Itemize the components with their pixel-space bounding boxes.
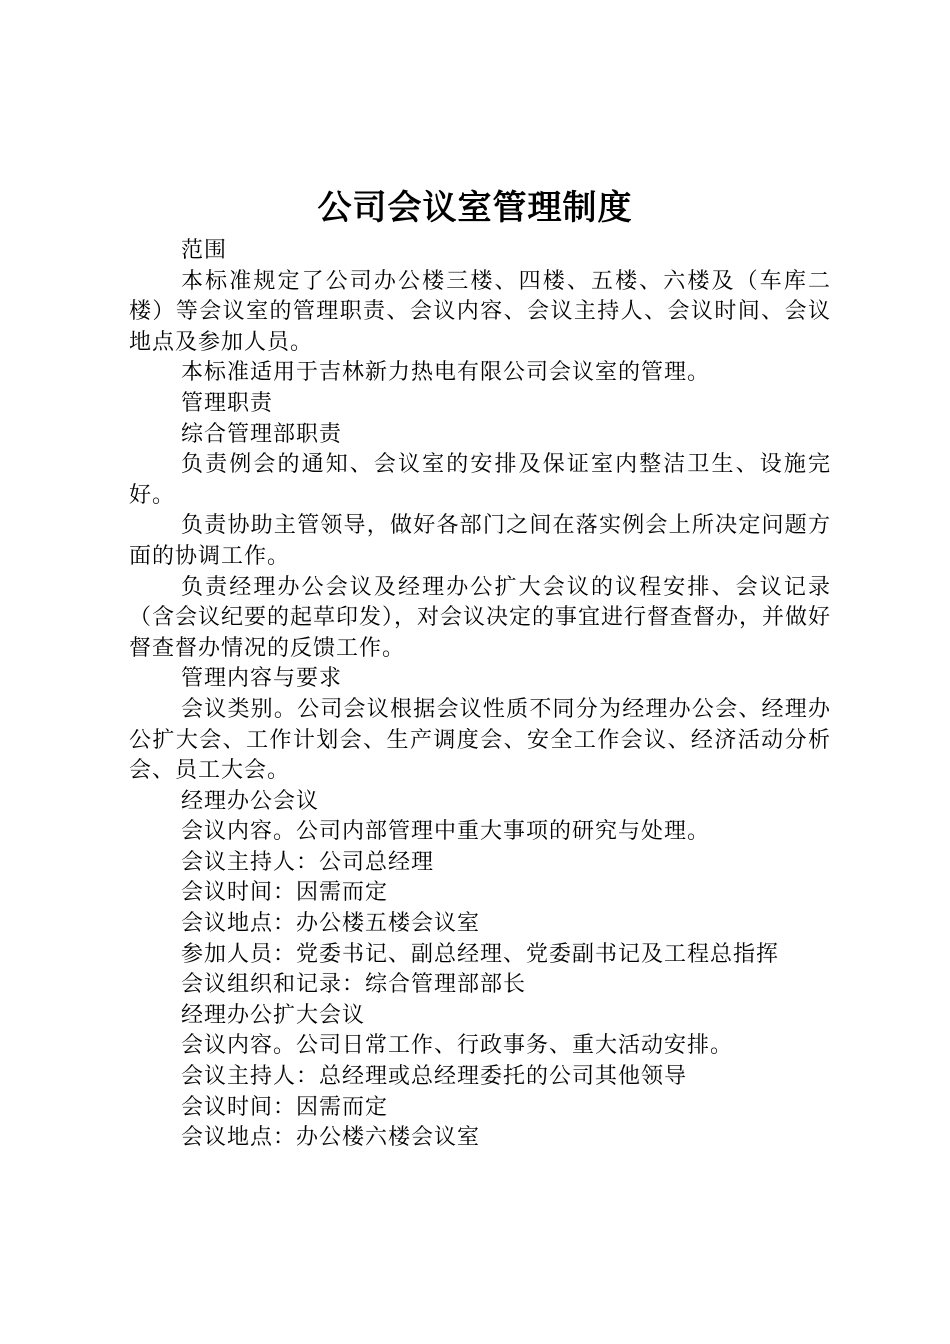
section-heading-responsibilities: 管理职责: [181, 390, 274, 416]
subsection-heading-admin-dept: 综合管理部职责: [181, 421, 343, 447]
subsection-heading-extended-meeting: 经理办公扩大会议: [181, 1002, 366, 1028]
paragraph-manager-meeting-attendees: 参加人员：党委书记、副总经理、党委副书记及工程总指挥: [181, 941, 780, 967]
paragraph-meeting-categories: 会议类别。公司会议根据会议性质不同分为经理办公会、经理办公扩大会、工作计划会、生产调度会、安全工作会议、经济活动分析会、员工大会。: [129, 696, 831, 784]
paragraph-duty-2: 负责协助主管领导，做好各部门之间在落实例会上所决定问题方面的协调工作。: [129, 513, 831, 569]
paragraph-extended-meeting-content: 会议内容。公司日常工作、行政事务、重大活动安排。: [181, 1033, 734, 1059]
section-heading-scope: 范围: [181, 238, 228, 263]
subsection-heading-manager-meeting: 经理办公会议: [181, 788, 320, 814]
document-body: [129, 236, 831, 1154]
paragraph-extended-meeting-host: 会议主持人：总经理或总经理委托的公司其他领导: [181, 1064, 688, 1090]
document-title: 公司会议室管理制度: [317, 188, 633, 228]
paragraph-manager-meeting-content: 会议内容。公司内部管理中重大事项的研究与处理。: [181, 819, 711, 845]
section-heading-content-requirements: 管理内容与要求: [181, 666, 343, 692]
paragraph-scope-applicability: 本标准适用于吉林新力热电有限公司会议室的管理。: [181, 360, 711, 386]
paragraph-manager-meeting-host: 会议主持人：公司总经理: [181, 849, 435, 875]
paragraph-duty-1: 负责例会的通知、会议室的安排及保证室内整洁卫生、设施完好。: [129, 452, 831, 508]
paragraph-scope-definition: 本标准规定了公司办公楼三楼、四楼、五楼、六楼及（车库二楼）等会议室的管理职责、会议内容、会议主持人、会议时间、会议地点及参加人员。: [129, 268, 831, 355]
paragraph-extended-meeting-time: 会议时间：因需而定: [181, 1094, 389, 1120]
paragraph-manager-meeting-location: 会议地点：办公楼五楼会议室: [181, 911, 481, 937]
paragraph-manager-meeting-recorder: 会议组织和记录：综合管理部部长: [181, 972, 527, 998]
paragraph-extended-meeting-location: 会议地点：办公楼六楼会议室: [181, 1125, 481, 1151]
paragraph-manager-meeting-time: 会议时间：因需而定: [181, 880, 389, 906]
paragraph-duty-3: 负责经理办公会议及经理办公扩大会议的议程安排、会议记录（含会议纪要的起草印发），对会议决定的事宜进行督查督办，并做好督查督办情况的反馈工作。: [129, 574, 832, 661]
